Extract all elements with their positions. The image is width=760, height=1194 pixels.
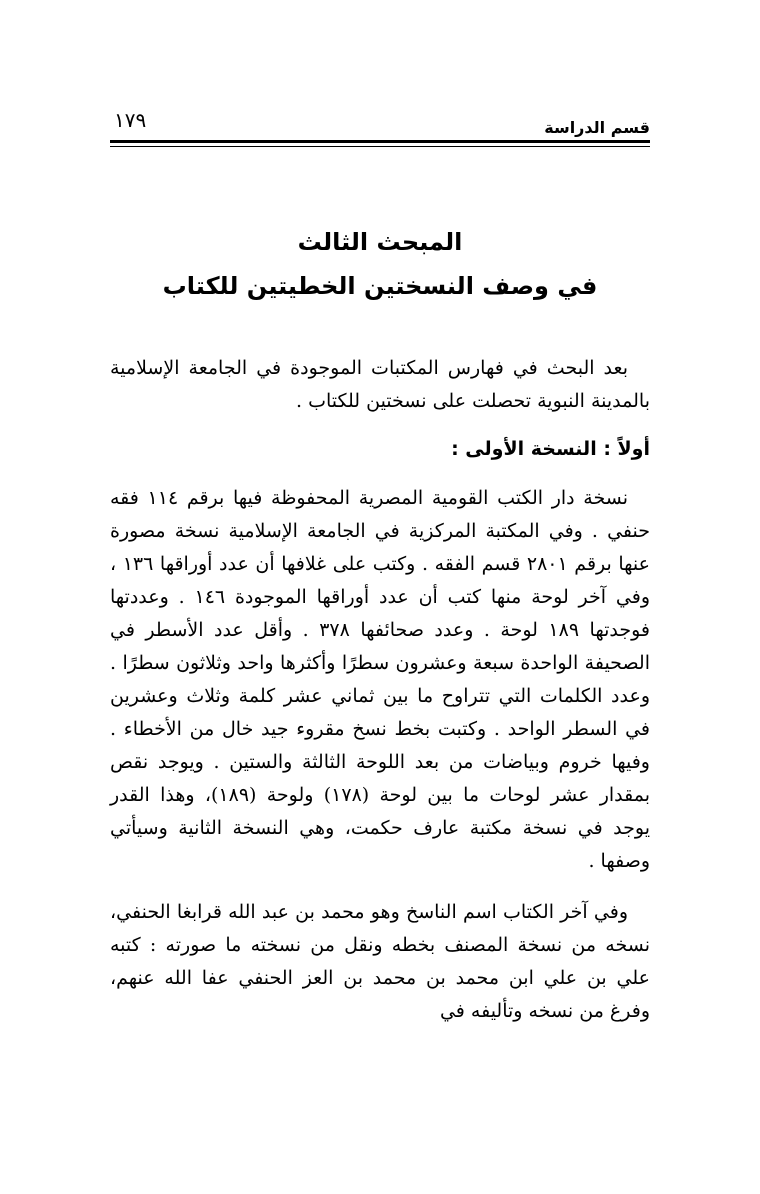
chapter-subheading: في وصف النسختين الخطيتين للكتاب (162, 272, 598, 300)
page-number: ١٧٩ (114, 108, 147, 132)
header-rule-thick (110, 140, 650, 143)
intro-paragraph: بعد البحث في فهارس المكتبات الموجودة في الجامعة الإسلامية بالمدينة النبوية تحصلت على نسختين للكتاب . (110, 357, 650, 412)
chapter-heading: المبحث الثالث (297, 228, 463, 256)
description-paragraph: نسخة دار الكتب القومية المصرية المحفوظة فيها برقم ١١٤ فقه حنفي . وفي المكتبة المركزية في الجامعة الإسلامية نسخة مصورة عنها برقم ٢٨٠١ قسم الفقه . وكتب على غلافها أن عدد أوراقها ١٣٦ ، وفي آخر لوحة منها كتب أن عدد أوراقها الموجودة ١٤٦ . وعددتها فوجدتها ١٨٩ لوحة . وعدد صحائفها ٣٧٨ . وأقل عدد الأسطر في الصحيفة الواحدة سبعة وعشرون سطرًا وأكثرها واحد وثلاثون سطرًا . وعدد الكلمات التي تتراوح ما بين ثماني عشر كلمة وثلاث وعشرين في السطر الواحد . وكتبت بخط نسخ مقروء جيد خال من الأخطاء . وفيها خروم وبياضات من بعد اللوحة الثالثة والستين . ويوجد نقص بمقدار عشر لوحات ما بين لوحة (١٧٨) ولوحة (١٨٩)، وهذا القدر يوجد في نسخة مكتبة عارف حكمت، وهي النسخة الثانية وسيأتي وصفها . (110, 487, 651, 872)
header-rule-thin (110, 146, 650, 147)
page-header (110, 100, 650, 140)
first-copy-subheading: أولاً : النسخة الأولى : (451, 438, 650, 460)
copyist-paragraph: وفي آخر الكتاب اسم الناسخ وهو محمد بن عبد الله قرابغا الحنفي، نسخه من نسخة المصنف بخطه ونقل من نسخته ما صورته : كتبه علي بن علي ابن محمد بن محمد بن العز الحنفي عفا الله عنهم، وفرغ من نسخه وتأليفه في (110, 901, 650, 1022)
section-title: قسم الدراسة (544, 118, 650, 137)
